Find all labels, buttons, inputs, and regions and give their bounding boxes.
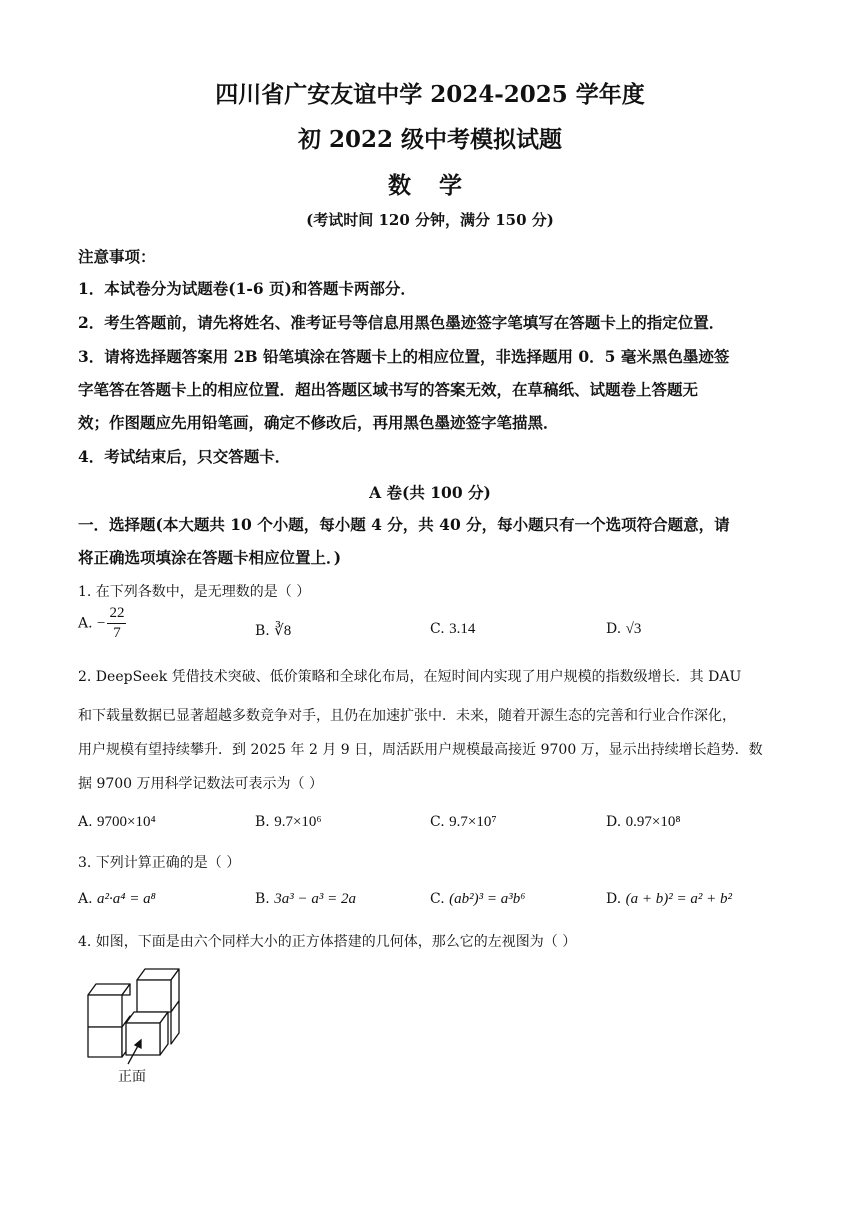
notice-item-3-cont2: 效；作图题应先用铅笔画，确定不修改后，再用黑色墨迹签字笔描黑． bbox=[78, 413, 559, 432]
option-value: 3.14 bbox=[449, 621, 476, 637]
part1-instructions-cont: 将正确选项填涂在答题卡相应位置上．) bbox=[78, 548, 342, 567]
q2-line-2: 和下载量数据已显著超越多数竞争对手，且仍在加速扩张中．未来，随着开源生态的完善和行业合作深化， bbox=[78, 708, 736, 724]
subject-title: 数 学 bbox=[387, 172, 472, 199]
part1-instructions: 一．选择题(本大题共 10 个小题，每小题 4 分，共 40 分，每小题只有一个选项符合题意，请 bbox=[78, 515, 730, 534]
school-title: 四川省广安友谊中学 2024-2025 学年度 bbox=[215, 81, 645, 108]
q3-option-a bbox=[78, 891, 156, 908]
q1-option-a: A. − $\frac{22}{7}$ bbox=[78, 605, 125, 641]
q3-stem: 3. 下列计算正确的是（ ） bbox=[78, 855, 241, 871]
cube-front-face bbox=[126, 1023, 160, 1055]
notice-item-4: 4．考试结束后，只交答题卡． bbox=[78, 447, 291, 466]
option-value: √3 bbox=[625, 621, 642, 637]
q1-option-c bbox=[430, 621, 475, 638]
q2-option-b bbox=[255, 814, 322, 831]
exam-title: 初 2022 级中考模拟试题 bbox=[297, 126, 563, 153]
option-value: 9.7×10⁷ bbox=[449, 814, 497, 830]
option-label: D. bbox=[606, 891, 622, 907]
q1-stem: 1. 在下列各数中，是无理数的是（ ） bbox=[78, 584, 311, 600]
notice-item-3: 3．请将选择题答案用 2B 铅笔填涂在答题卡上的相应位置，非选择题用 0．5 毫米黑色墨迹签 bbox=[78, 347, 730, 366]
denominator: 7 bbox=[113, 625, 121, 641]
option-label: D. bbox=[606, 814, 622, 830]
q2-option-a bbox=[78, 814, 156, 831]
section-a-title: A 卷(共 100 分) bbox=[369, 483, 491, 502]
q2-line-1: 2. DeepSeek 凭借技术突破、低价策略和全球化布局，在短时间内实现了用户规模的指数级增长．其 DAU bbox=[78, 669, 742, 685]
q1-option-d bbox=[606, 621, 641, 638]
option-label: C. bbox=[430, 814, 445, 830]
numerator: 22 bbox=[107, 606, 126, 624]
notice-item-2: 2．考生答题前，请先将姓名、准考证号等信息用黑色墨迹签字笔填写在答题卡上的指定位置． bbox=[78, 313, 725, 332]
notice-heading: 注意事项： bbox=[78, 247, 156, 266]
cube-front-face bbox=[88, 995, 122, 1027]
q2-option-d bbox=[606, 814, 681, 831]
option-label: A. bbox=[78, 891, 93, 907]
notice-item-1: 1．本试卷分为试题卷(1-6 页)和答题卡两部分． bbox=[78, 279, 416, 298]
q2-option-c bbox=[430, 814, 497, 831]
option-value: (a + b)² = a² + b² bbox=[625, 891, 732, 907]
option-value: 3a³ − a³ = 2a bbox=[274, 891, 356, 907]
option-value: (ab²)³ = a³b⁶ bbox=[449, 891, 526, 907]
option-value: 9.7×10⁶ bbox=[274, 814, 322, 830]
option-label: B. bbox=[255, 814, 270, 830]
q1-option-b bbox=[255, 621, 291, 640]
option-label: C. bbox=[430, 621, 445, 637]
exam-info: (考试时间 120 分钟，满分 150 分) bbox=[306, 211, 554, 229]
option-label: A. bbox=[78, 615, 93, 632]
option-label: C. bbox=[430, 891, 445, 907]
q4-stem: 4. 如图，下面是由六个同样大小的正方体搭建的几何体，那么它的左视图为（ ） bbox=[78, 934, 577, 950]
q3-option-b bbox=[255, 891, 356, 908]
option-value: 0.97×10⁸ bbox=[625, 814, 681, 830]
notice-item-3-cont: 字笔答在答题卡上的相应位置．超出答题区域书写的答案无效，在草稿纸、试题卷上答题无 bbox=[78, 380, 699, 399]
cube-front-face bbox=[137, 980, 171, 1012]
option-label: D. bbox=[606, 621, 622, 637]
option-label: B. bbox=[255, 891, 270, 907]
figure-caption: 正面 bbox=[118, 1069, 146, 1085]
cube-front-face bbox=[88, 1027, 122, 1057]
option-value: a²·a⁴ = a⁸ bbox=[97, 891, 156, 907]
option-label: A. bbox=[78, 814, 93, 830]
q3-option-c bbox=[430, 891, 525, 908]
q3-option-d bbox=[606, 891, 732, 908]
cube-figure bbox=[84, 965, 194, 1065]
option-label: B. bbox=[255, 623, 270, 639]
fraction bbox=[107, 606, 126, 641]
option-value: 9700×10⁴ bbox=[97, 814, 156, 830]
q2-line-4: 据 9700 万用科学记数法可表示为（ ） bbox=[78, 776, 323, 792]
q2-line-3: 用户规模有望持续攀升．到 2025 年 2 月 9 日，周活跃用户规模最高接近 9700 万，显示出持续增长趋势．数 bbox=[78, 742, 763, 758]
option-value: ∛8 bbox=[274, 623, 292, 639]
